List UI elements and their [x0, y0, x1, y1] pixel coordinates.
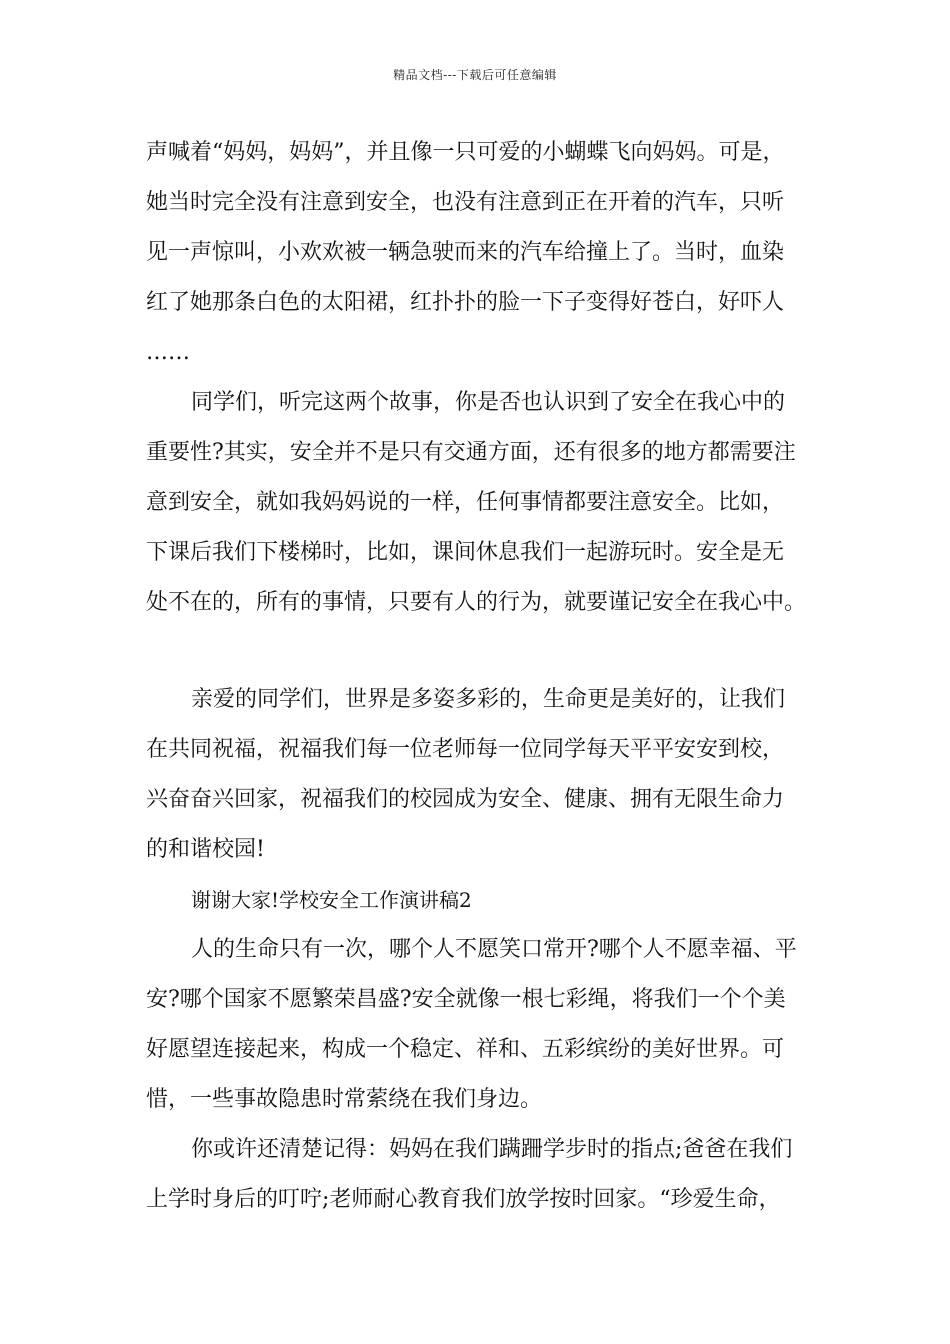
page-header: 精品文档---下载后可任意编辑: [393, 68, 557, 82]
text-line: 重要性?其实，安全并不是只有交通方面，还有很多的地方都需要注: [146, 440, 796, 465]
document-body: [146, 128, 822, 1225]
paragraph-2: [146, 378, 822, 628]
text-line: 兴奋奋兴回家，祝福我们的校园成为安全、健康、拥有无限生命力: [146, 787, 785, 812]
text-line: 你或许还清楚记得：妈妈在我们蹒跚学步时的指点;爸爸在我们: [191, 1137, 793, 1162]
text-line: 上学时身后的叮咛;老师耐心教育我们放学按时回家。“珍爱生命，: [146, 1187, 781, 1212]
paragraph-gap: [146, 628, 822, 675]
paragraph-3: [146, 675, 822, 875]
paragraph-4: [146, 925, 822, 1125]
text-line: 的和谐校园!: [146, 837, 265, 862]
text-line: 红了她那条白色的太阳裙，红扑扑的脸一下子变得好苍白，好吓人: [146, 290, 785, 315]
text-line: 同学们，听完这两个故事，你是否也认识到了安全在我心中的: [191, 390, 786, 415]
text-line: 惜，一些事故隐患时常萦绕在我们身边。: [146, 1087, 543, 1112]
section-title: [146, 875, 822, 925]
paragraph-1: [146, 128, 822, 378]
text-line: ……: [146, 340, 190, 365]
text-line: 好愿望连接起来，构成一个稳定、祥和、五彩缤纷的美好世界。可: [146, 1037, 785, 1062]
text-line: 声喊着“妈妈，妈妈”，并且像一只可爱的小蝴蝶飞向妈妈。可是，: [146, 140, 785, 165]
text-line: 意到安全，就如我妈妈说的一样，任何事情都要注意安全。比如，: [146, 490, 785, 515]
text-line: 人的生命只有一次，哪个人不愿笑口常开?哪个人不愿幸福、平: [191, 937, 797, 962]
text-line: 谢谢大家!学校安全工作演讲稿2: [191, 888, 472, 912]
text-line: 处不在的，所有的事情，只要有人的行为，就要谨记安全在我心中。: [146, 590, 807, 615]
text-line: 亲爱的同学们，世界是多姿多彩的，生命更是美好的，让我们: [191, 687, 786, 712]
text-line: 在共同祝福，祝福我们每一位老师每一位同学每天平平安安到校，: [146, 737, 785, 762]
paragraph-5: [146, 1125, 822, 1225]
text-line: 下课后我们下楼梯时，比如，课间休息我们一起游玩时。安全是无: [146, 540, 785, 565]
text-line: 她当时完全没有注意到安全，也没有注意到正在开着的汽车，只听: [146, 190, 785, 215]
text-line: 见一声惊叫，小欢欢被一辆急驶而来的汽车给撞上了。当时，血染: [146, 240, 785, 265]
text-line: 安?哪个国家不愿繁荣昌盛?安全就像一根七彩绳，将我们一个个美: [146, 987, 786, 1012]
